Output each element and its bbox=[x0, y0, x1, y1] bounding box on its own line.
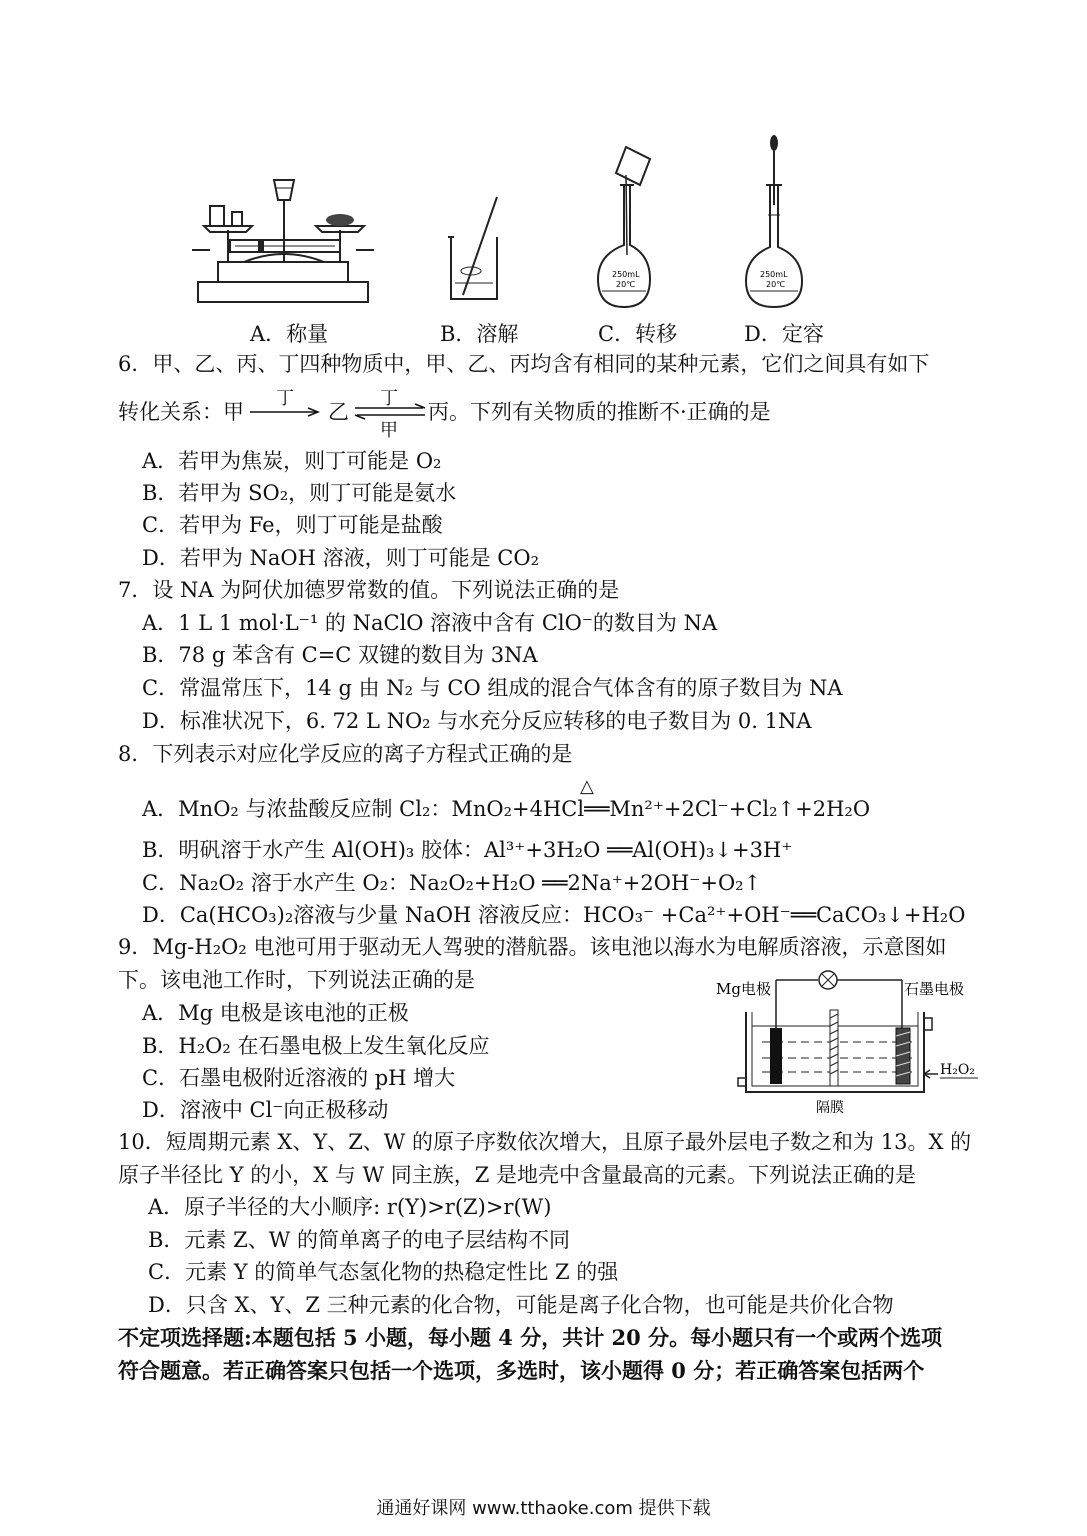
transfer-figure bbox=[590, 145, 660, 310]
beaker-figure bbox=[445, 195, 505, 305]
mg-electrode-label: Mg电极 bbox=[716, 980, 771, 998]
q10-option-b: B．元素 Z、W 的简单离子的电子层结构不同 bbox=[148, 1228, 570, 1252]
q10-stem-2: 原子半径比 Y 的小，X 与 W 同主族，Z 是地壳中含量最高的元素。下列说法正确的是 bbox=[118, 1163, 917, 1187]
graphite-electrode-label: 石墨电极 bbox=[904, 980, 965, 998]
q6-arrow2-top: 丁 bbox=[380, 388, 398, 409]
section-heading-1: 不定项选择题:本题包括 5 小题，每小题 4 分，共计 20 分。每小题只有一个或两个选项 bbox=[118, 1325, 943, 1350]
caption-a: A．称量 bbox=[250, 322, 329, 346]
q8-stem: 8．下列表示对应化学反应的离子方程式正确的是 bbox=[118, 742, 573, 766]
q6-option-b: B．若甲为 SO₂，则丁可能是氨水 bbox=[142, 481, 457, 505]
q6-stem-1: 6．甲、乙、丙、丁四种物质中，甲、乙、丙均含有相同的某种元素，它们之间具有如下 bbox=[118, 352, 930, 376]
q7-option-c: C．常温常压下，14 g 由 N₂ 与 CO 组成的混合气体含有的原子数目为 NA bbox=[142, 676, 843, 700]
caption-d: D．定容 bbox=[744, 322, 824, 346]
flask1-temp: 20℃ bbox=[616, 280, 636, 289]
q6-option-d: D．若甲为 NaOH 溶液，则丁可能是 CO₂ bbox=[142, 546, 539, 570]
q8-option-c: C．Na₂O₂ 溶于水产生 O₂：Na₂O₂+H₂O ══2Na⁺+2OH⁻+O₂↑ bbox=[142, 871, 762, 895]
q8-option-b: B．明矾溶于水产生 Al(OH)₃ 胶体：Al³⁺+3H₂O ══Al(OH)₃↓+3H⁺ bbox=[142, 838, 793, 862]
q9-option-a: A．Mg 电极是该电池的正极 bbox=[142, 1001, 409, 1025]
q6-arrow1-label: 丁 bbox=[276, 388, 294, 409]
q9-option-b: B．H₂O₂ 在石墨电极上发生氧化反应 bbox=[142, 1034, 490, 1058]
q9-stem-1: 9．Mg-H₂O₂ 电池可用于驱动无人驾驶的潜航器。该电池以海水为电解质溶液，示意图如 bbox=[118, 935, 947, 959]
volumetric-figure bbox=[740, 135, 810, 310]
q9-stem-2: 下。该电池工作时，下列说法正确的是 bbox=[118, 968, 475, 992]
balance-figure bbox=[190, 170, 375, 310]
q9-option-c: C．石墨电极附近溶液的 pH 增大 bbox=[142, 1066, 456, 1090]
flask1-volume: 250mL bbox=[612, 270, 640, 279]
caption-b: B．溶解 bbox=[440, 322, 519, 346]
membrane-label: 隔膜 bbox=[816, 1100, 844, 1116]
q7-option-a: A．1 L 1 mol·L⁻¹ 的 NaClO 溶液中含有 ClO⁻的数目为 NA bbox=[142, 611, 718, 635]
flask2-volume: 250mL bbox=[760, 270, 788, 279]
q8-option-d: D．Ca(HCO₃)₂溶液与少量 NaOH 溶液反应：HCO₃⁻ +Ca²⁺+OH⁻══CaCO₃↓+H₂O bbox=[142, 903, 966, 927]
battery-diagram bbox=[712, 970, 982, 1120]
q10-option-a: A．原子半径的大小顺序: r(Y)>r(Z)>r(W) bbox=[148, 1195, 552, 1219]
q10-option-d: D．只含 X、Y、Z 三种元素的化合物，可能是离子化合物，也可能是共价化合物 bbox=[148, 1293, 894, 1317]
q6-arrow2-bottom: 甲 bbox=[380, 420, 398, 441]
q6-arrow1 bbox=[250, 407, 320, 417]
q10-option-c: C．元素 Y 的简单气态氢化物的热稳定性比 Z 的强 bbox=[148, 1260, 619, 1284]
q6-option-a: A．若甲为焦炭，则丁可能是 O₂ bbox=[142, 449, 442, 473]
q8-heat-symbol: △ bbox=[580, 776, 594, 797]
caption-c: C．转移 bbox=[598, 322, 678, 346]
q6-option-c: C．若甲为 Fe，则丁可能是盐酸 bbox=[142, 513, 443, 537]
flask2-temp: 20℃ bbox=[766, 280, 786, 289]
q10-stem-1: 10．短周期元素 X、Y、Z、W 的原子序数依次增大，且原子最外层电子数之和为 13。X 的 bbox=[118, 1130, 972, 1154]
section-heading-2: 符合题意。若正确答案只包括一个选项，多选时，该小题得 0 分；若正确答案包括两个 bbox=[118, 1358, 925, 1383]
page-footer: 通通好课网 www.tthaoke.com 提供下载 bbox=[376, 1498, 711, 1519]
q6-stem-2-pre: 转化关系：甲 bbox=[118, 400, 244, 424]
q9-option-d: D．溶液中 Cl⁻向正极移动 bbox=[142, 1098, 389, 1122]
q8-option-a: A．MnO₂ 与浓盐酸反应制 Cl₂：MnO₂+4HCl══Mn²⁺+2Cl⁻+Cl₂↑+2H₂O bbox=[142, 797, 871, 821]
q6-stem-2-post: 丙。下列有关物质的推断不·正确的是 bbox=[428, 400, 771, 424]
q7-stem: 7．设 NA 为阿伏加德罗常数的值。下列说法正确的是 bbox=[118, 578, 620, 602]
q7-option-d: D．标准状况下，6. 72 L NO₂ 与水充分反应转移的电子数目为 0. 1NA bbox=[142, 709, 812, 733]
q6-yi: 乙 bbox=[328, 400, 349, 424]
q7-option-b: B．78 g 苯含有 C=C 双键的数目为 3NA bbox=[142, 643, 538, 667]
h2o2-label: H₂O₂ bbox=[940, 1062, 975, 1078]
